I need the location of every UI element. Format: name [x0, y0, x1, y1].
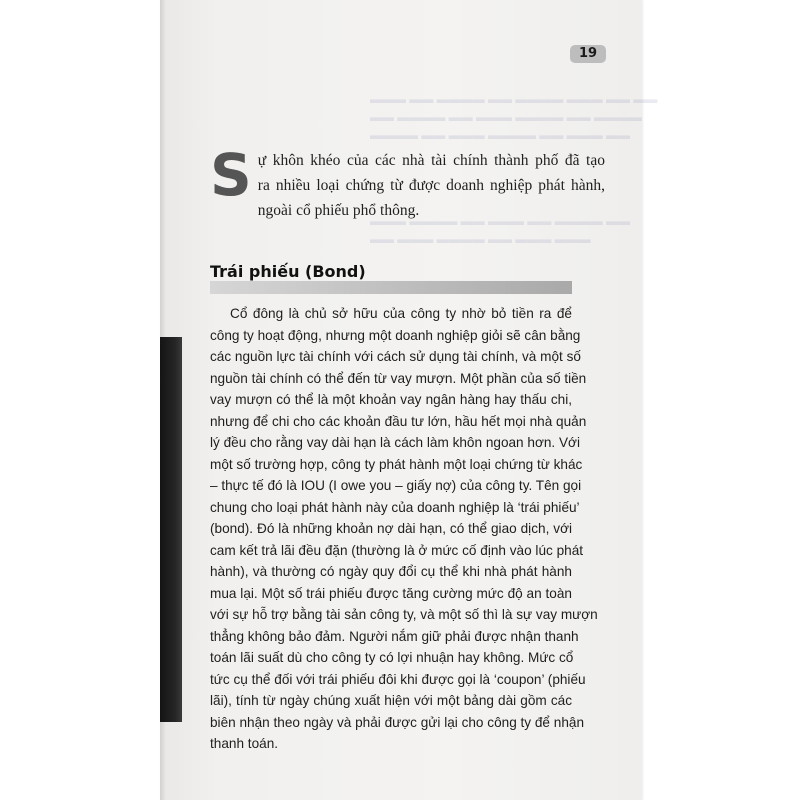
- chapter-thumb-tab: [160, 337, 182, 722]
- body-line: nguồn tài chính có thể đến từ vay mượn. Một phần của số tiền: [210, 370, 587, 386]
- intro-line: ự khôn khéo của các nhà tài chính thành phố đã tạo: [257, 152, 605, 169]
- drop-cap: S: [210, 141, 252, 209]
- show-through-text: ▬▬▬ ▬▬ ▬▬▬▬ ▬▬ ▬▬▬▬ ▬▬▬ ▬▬ ▬▬: [370, 92, 658, 106]
- body-line: toán lãi suất dù cho công ty có lợi nhuận hay không. Mức cổ: [210, 650, 574, 665]
- body-line: biên nhận theo ngày và phải được gửi lại cho công ty để nhận: [210, 714, 585, 730]
- body-line: vay mượn có thể là một khoản vay ngân hàng hay thấu chi,: [210, 392, 572, 407]
- body-line: nhưng để chi cho các khoản đầu tư lớn, hầu hết mọi nhà quản: [210, 413, 587, 429]
- body-line: lãi), tính từ ngày chúng xuất hiện với một bảng dài gồm các: [210, 693, 572, 708]
- intro-paragraph: [210, 141, 605, 223]
- show-through-text: ▬▬▬ ▬▬▬▬ ▬▬ ▬▬▬ ▬▬ ▬▬▬▬ ▬▬: [370, 214, 631, 228]
- heading-underline-bar: [210, 281, 572, 294]
- show-through-text: ▬▬ ▬▬▬▬ ▬▬ ▬▬▬ ▬▬▬▬ ▬▬ ▬▬▬▬: [370, 110, 643, 124]
- body-line: thẳng không bảo đảm. Người nắm giữ phải được nhận thanh: [210, 628, 579, 644]
- body-line: mua lại. Một số trái phiếu được tăng cường mức độ an toàn: [210, 585, 572, 601]
- section-heading: Trái phiếu (Bond): [210, 262, 366, 281]
- body-line: tức cụ thể đối với trái phiếu đôi khi được gọi là ‘coupon’ (phiếu: [210, 671, 586, 687]
- body-line: thanh toán.: [210, 736, 279, 751]
- body-line: cam kết trả lãi đều đặn (thường là ở mức cố định vào lúc phát: [210, 542, 584, 558]
- body-line: công ty hoạt động, nhưng một doanh nghiệp giỏi sẽ cân bằng: [210, 327, 581, 343]
- show-through-text: ▬▬ ▬▬▬ ▬▬▬▬ ▬▬ ▬▬▬ ▬▬▬: [370, 232, 591, 246]
- show-through-text: ▬▬▬▬ ▬▬ ▬▬▬ ▬▬▬▬ ▬▬ ▬▬▬ ▬▬: [370, 128, 631, 142]
- body-line: với sự hỗ trợ bằng tài sản công ty, và một số thì là sự vay mượn: [210, 607, 598, 622]
- body-line: (bond). Đó là những khoản nợ dài hạn, có thể giao dịch, với: [210, 521, 572, 536]
- body-line: một số trường hợp, công ty phát hành một loại chứng từ khác: [210, 456, 583, 472]
- body-paragraph: [210, 303, 598, 755]
- body-line: Cổ đông là chủ sở hữu của công ty nhờ bỏ tiền ra để: [230, 306, 572, 321]
- body-line: các nguồn lực tài chính với cách sử dụng tài chính, và một số: [210, 349, 581, 364]
- body-line: chung cho loại phát hành này của doanh nghiệp là ‘trái phiếu’: [210, 499, 580, 515]
- intro-line: ra nhiều loại chứng từ được doanh nghiệp phát hành,: [257, 177, 605, 194]
- body-line: lý đều cho rằng vay dài hạn là cách làm khôn ngoan hơn. Với: [210, 435, 580, 450]
- body-line: hành), và thường có ngày quy đổi cụ thể khi nhà phát hành: [210, 564, 572, 579]
- body-line: – thực tế đó là IOU (I owe you – giấy nợ) của công ty. Tên gọi: [210, 478, 582, 493]
- page-number: 19: [570, 45, 606, 63]
- intro-line: ngoài cổ phiếu phổ thông.: [257, 202, 420, 219]
